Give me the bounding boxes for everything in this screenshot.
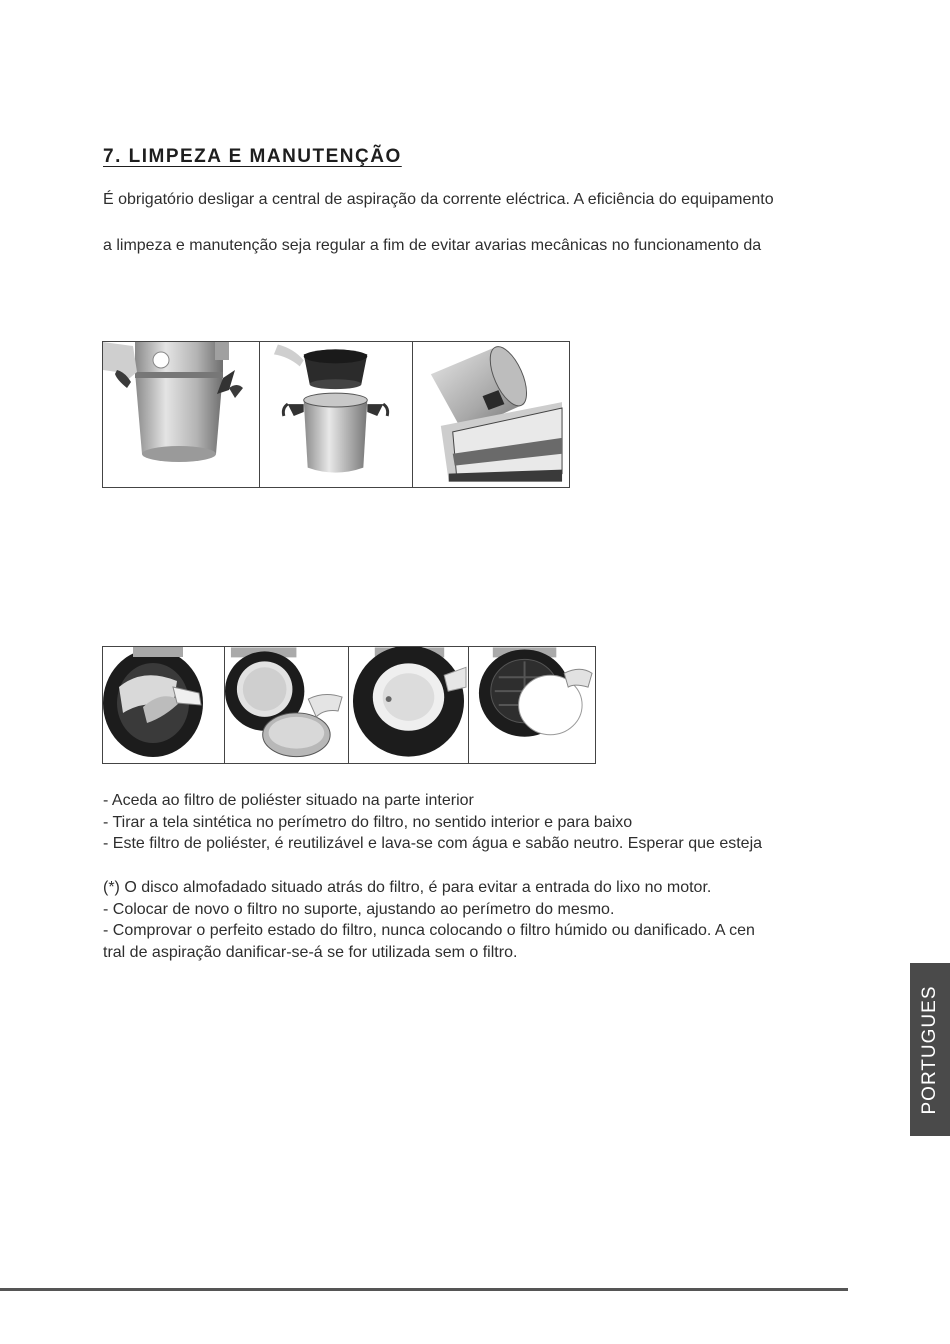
dust-emptying-photo bbox=[412, 342, 569, 487]
language-side-tab bbox=[910, 963, 950, 1136]
filter-installed-photo bbox=[348, 647, 468, 763]
instruction-line-2: - Tirar a tela sintética no perímetro do filtro, no sentido interior e para baixo bbox=[103, 814, 633, 831]
intro-line-2: a limpeza e manutenção seja regular a fim de evitar avarias mecânicas no funcionamento da bbox=[103, 237, 762, 254]
canister-removal-photo bbox=[103, 342, 259, 487]
language-tab-label: PORTUGUES bbox=[919, 984, 940, 1115]
intro-line-1: É obrigatório desligar a central de aspiração da corrente eléctrica. A eficiência do equipamento bbox=[103, 191, 774, 208]
filter-lift-photo bbox=[259, 342, 412, 487]
footer-divider bbox=[0, 1288, 848, 1291]
instruction-line-6: - Comprovar o perfeito estado do filtro, nunca colocando o filtro húmido ou danificado. A cen bbox=[103, 922, 755, 939]
filter-inside-photo bbox=[103, 647, 224, 763]
filter-mesh-removal-photo bbox=[224, 647, 348, 763]
instruction-line-1: - Aceda ao filtro de poliéster situado na parte interior bbox=[103, 792, 474, 809]
photo-row-canister bbox=[102, 341, 570, 488]
instruction-line-5: - Colocar de novo o filtro no suporte, ajustando ao perímetro do mesmo. bbox=[103, 901, 615, 918]
instruction-line-4: (*) O disco almofadado situado atrás do filtro, é para evitar a entrada do lixo no motor. bbox=[103, 879, 712, 896]
photo-row-filter bbox=[102, 646, 596, 764]
section-title: 7. LIMPEZA E MANUTENÇÃO bbox=[103, 146, 402, 167]
foam-disc-photo bbox=[468, 647, 595, 763]
instruction-line-3: - Este filtro de poliéster, é reutilizável e lava-se com água e sabão neutro. Esperar que esteja bbox=[103, 835, 763, 852]
instruction-line-7: tral de aspiração danificar-se-á se for utilizada sem o filtro. bbox=[103, 944, 518, 961]
